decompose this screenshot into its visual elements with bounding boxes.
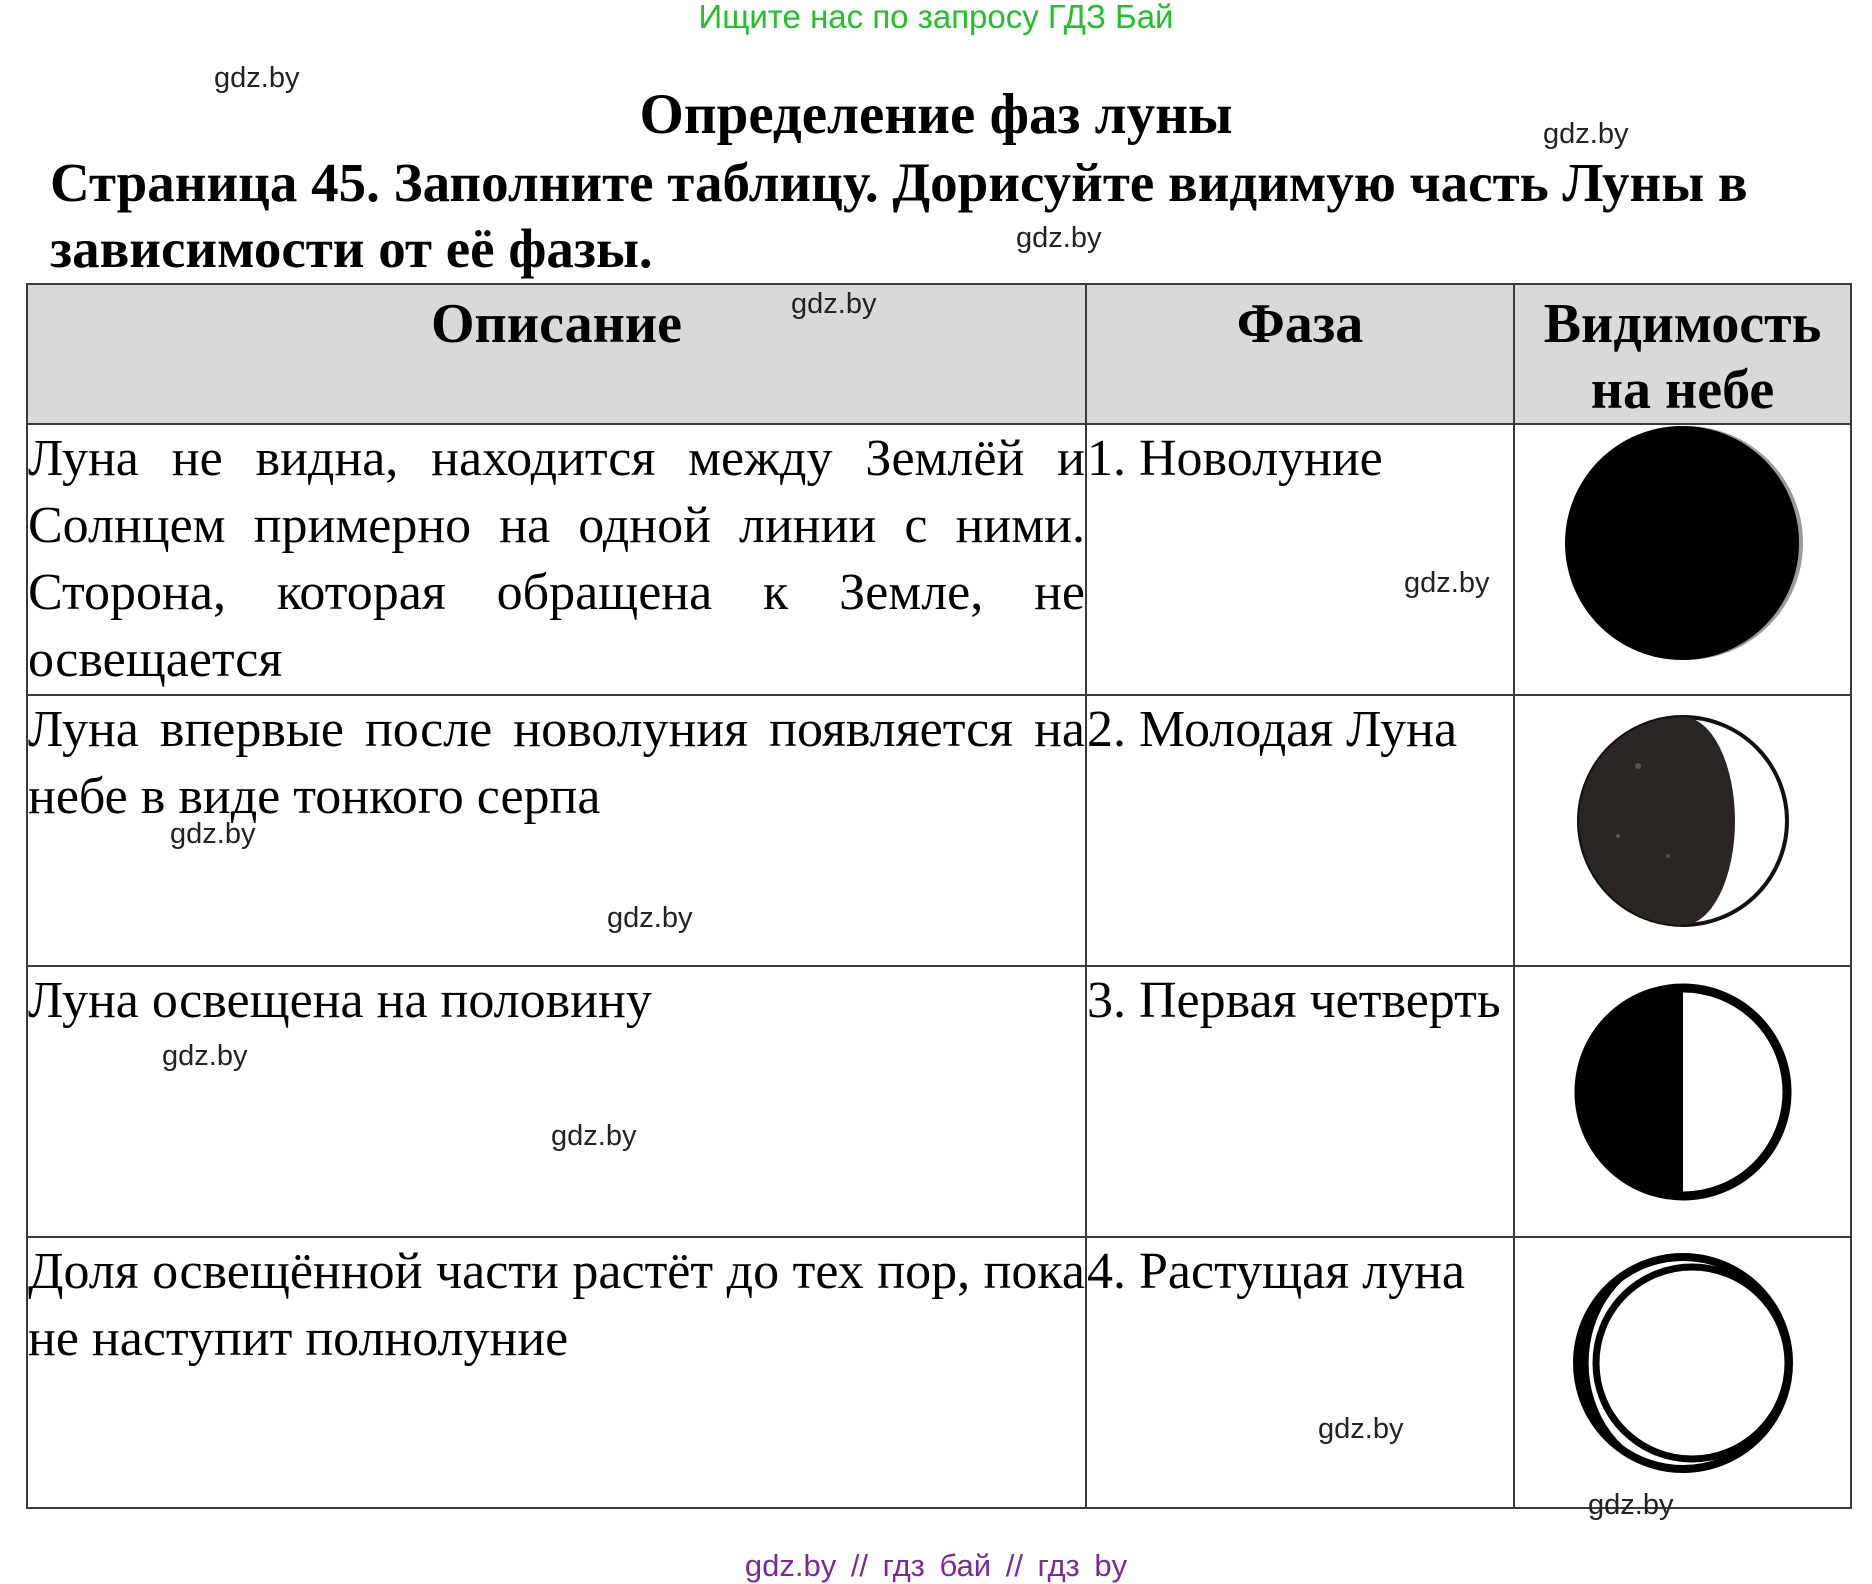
first-quarter-icon [1558,967,1808,1217]
watermark: gdz.by [1318,1413,1404,1445]
header-phase: Фаза [1086,284,1514,424]
footer-links[interactable]: gdz.by // гдз бай // гдз by [744,1548,1128,1583]
table-row [27,966,1851,1237]
watermark: gdz.by [607,902,693,934]
watermark: gdz.by [214,62,300,94]
moon-phases-table [26,283,1852,1509]
visibility-cell [1514,695,1851,966]
description-cell: Доля освещённой части растёт до тех пор, пока не наступит полнолуние [27,1237,1086,1508]
page-title: Определение фаз луны [639,83,1233,146]
waxing-moon-icon [1558,1238,1808,1488]
watermark: gdz.by [551,1120,637,1152]
top-banner[interactable]: Ищите нас по запросу ГДЗ Бай [698,0,1174,35]
table-row [27,695,1851,966]
watermark: gdz.by [1543,118,1629,150]
watermark: gdz.by [1016,222,1102,254]
header-visibility: Видимость на небе [1514,284,1851,424]
phase-cell: 1. Новолуние [1086,424,1514,695]
description-cell: Луна не видна, находится между Землёй и Солнцем примерно на одной линии с ними. Сторона, которая обращена к Земле, не освещается [27,424,1086,695]
table-row [27,1237,1851,1508]
task-text: Страница 45. Заполните таблицу. Дорисуйте видимую часть Луны в зависимости от её фазы. [50,152,1748,279]
table-row [27,424,1851,695]
description-cell: Луна впервые после новолуния появляется на небе в виде тонкого серпа [27,695,1086,966]
young-moon-icon [1558,696,1808,946]
visibility-cell [1514,1237,1851,1508]
watermark: gdz.by [170,818,256,850]
watermark: gdz.by [791,288,877,320]
new-moon-icon [1558,425,1808,675]
watermark: gdz.by [1404,567,1490,599]
visibility-cell [1514,424,1851,695]
table-header-row [27,284,1851,424]
watermark: gdz.by [162,1040,248,1072]
phase-cell: 4. Растущая луна [1086,1237,1514,1508]
description-cell: Луна освещена на половину [27,966,1086,1237]
phase-cell: 3. Первая четверть [1086,966,1514,1237]
visibility-cell [1514,966,1851,1237]
header-description: Описание [27,284,1086,424]
watermark: gdz.by [1588,1489,1674,1521]
phase-cell: 2. Молодая Луна [1086,695,1514,966]
